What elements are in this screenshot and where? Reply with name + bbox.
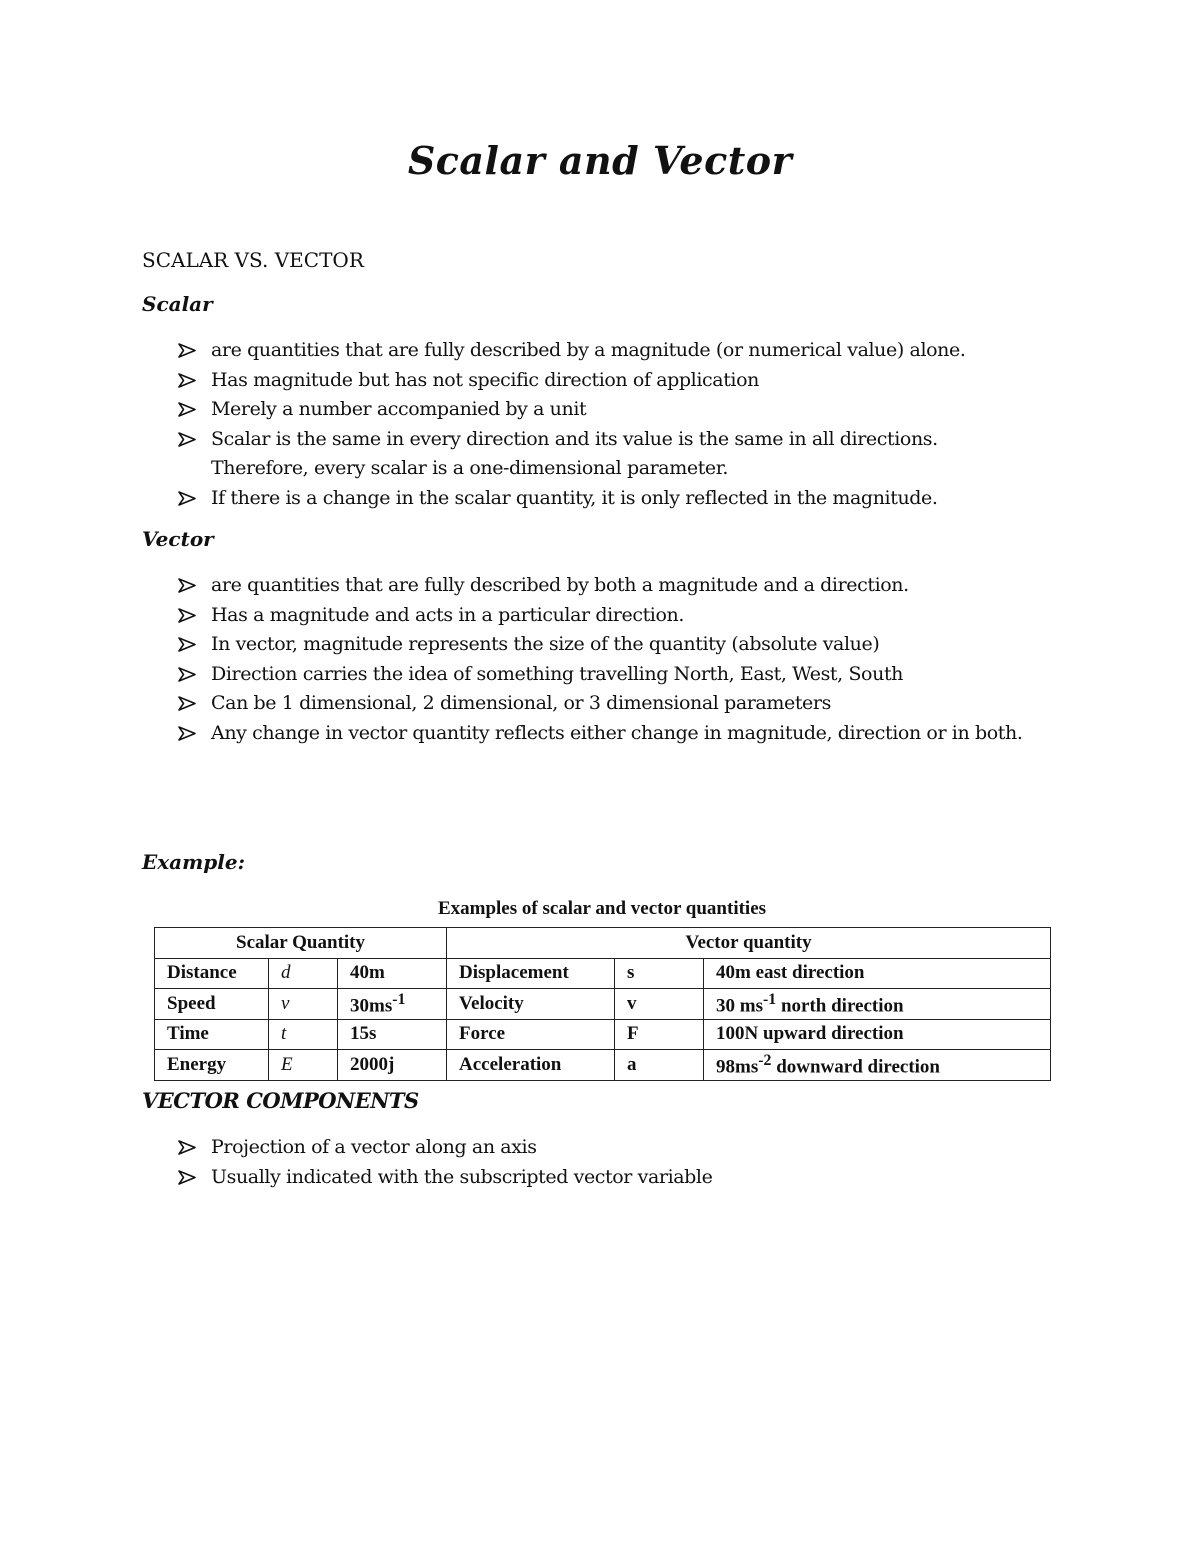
section-heading-scalar-vs-vector: SCALAR VS. VECTOR [142,248,364,272]
list-item [176,660,1076,690]
bullet-text: Usually indicated with the subscripted vector variable [211,1165,713,1188]
scalar-symbol-cell: E [269,1050,338,1081]
arrowhead-bullet-icon [176,1133,198,1162]
bullet-text: are quantities that are fully described by both a magnitude and a direction. [211,574,909,596]
list-item [176,425,1076,484]
bullet-text: are quantities that are fully described by a magnitude (or numerical value) alone. [211,339,966,361]
table-row [155,958,1051,989]
arrowhead-bullet-icon [176,571,198,600]
vector-value-superscript: -1 [763,990,777,1008]
vector-components-heading: VECTOR COMPONENTS [142,1088,419,1113]
vector-value-cell [704,989,1051,1020]
vector-bullet-list [176,571,1076,748]
table-row [155,989,1051,1020]
bullet-text: In vector, magnitude represents the size of the quantity (absolute value) [211,633,880,655]
bullet-text: Any change in vector quantity reflects either change in magnitude, direction or in both. [211,721,1023,744]
list-item [176,719,1076,749]
list-item [176,601,1076,631]
vector-value-superscript: -2 [758,1051,772,1069]
list-item [176,395,1076,425]
list-item [176,630,1076,660]
arrowhead-bullet-icon [176,660,198,689]
vector-value-cell: 100N upward direction [704,1019,1051,1050]
vector-name-cell: Velocity [447,989,615,1020]
document-title: Scalar and Vector [407,138,793,183]
scalar-name-cell: Speed [155,989,269,1020]
list-item [176,1163,1076,1193]
list-item [176,366,1076,396]
vector-value-cell [704,1050,1051,1081]
list-item [176,571,1076,601]
vector-name-cell: Displacement [447,958,615,989]
arrowhead-bullet-icon [176,1163,198,1192]
vector-value-cell: 40m east direction [704,958,1051,989]
list-item [176,1133,1076,1163]
scalar-symbol-cell: d [269,958,338,989]
bullet-text: Has a magnitude and acts in a particular direction. [211,603,684,626]
bullet-text: Merely a number accompanied by a unit [211,398,587,420]
table-caption: Examples of scalar and vector quantities [437,898,767,919]
bullet-text: Projection of a vector along an axis [211,1136,537,1158]
vector-symbol-cell: v [615,989,704,1020]
bullet-text: If there is a change in the scalar quantity, it is only reflected in the magnitude. [211,486,938,509]
arrowhead-bullet-icon [176,689,198,718]
scalar-name-cell: Time [155,1019,269,1050]
list-item [176,336,1076,366]
bullet-text: Has magnitude but has not specific direction of application [211,368,759,391]
vector-value-text: 98ms [716,1055,759,1077]
scalar-value-cell: 2000j [338,1050,447,1081]
vector-heading: Vector [142,527,214,551]
vector-value-text: 30 ms [716,994,764,1016]
example-heading: Example: [142,850,245,874]
scalar-heading: Scalar [142,292,213,316]
scalar-value-text: 30ms [350,994,393,1016]
arrowhead-bullet-icon [176,601,198,630]
header-scalar-quantity: Scalar Quantity [155,928,447,959]
table-row [155,1019,1051,1050]
scalar-symbol-cell: t [269,1019,338,1050]
vector-symbol-cell: a [615,1050,704,1081]
bullet-text: Can be 1 dimensional, 2 dimensional, or 3 dimensional parameters [211,692,831,714]
vector-symbol-cell: s [615,958,704,989]
vector-symbol-cell: F [615,1019,704,1050]
vector-components-bullet-list [176,1133,1076,1192]
arrowhead-bullet-icon [176,630,198,659]
table-header-row [155,928,1051,959]
table-row [155,1050,1051,1081]
list-item [176,689,1076,719]
scalar-value-superscript: -1 [392,990,406,1008]
arrowhead-bullet-icon [176,425,198,454]
list-item [176,484,1076,514]
scalar-vector-examples-table [154,927,1051,1081]
header-vector-quantity: Vector quantity [447,928,1051,959]
scalar-bullet-list [176,336,1076,513]
bullet-text: Direction carries the idea of something travelling North, East, West, South [211,662,904,685]
scalar-name-cell: Distance [155,958,269,989]
arrowhead-bullet-icon [176,336,198,365]
scalar-value-cell: 15s [338,1019,447,1050]
vector-value-tail: north direction [776,994,904,1016]
vector-name-cell: Acceleration [447,1050,615,1081]
scalar-value-cell: 40m [338,958,447,989]
vector-name-cell: Force [447,1019,615,1050]
arrowhead-bullet-icon [176,366,198,395]
bullet-text: Scalar is the same in every direction and its value is the same in all directions. [211,427,938,450]
arrowhead-bullet-icon [176,395,198,424]
scalar-symbol-cell: v [269,989,338,1020]
vector-value-tail: downward direction [771,1055,941,1077]
bullet-text-continuation: Therefore, every scalar is a one-dimensional parameter. [211,457,729,479]
scalar-value-cell [338,989,447,1020]
arrowhead-bullet-icon [176,484,198,513]
scalar-name-cell: Energy [155,1050,269,1081]
arrowhead-bullet-icon [176,719,198,748]
